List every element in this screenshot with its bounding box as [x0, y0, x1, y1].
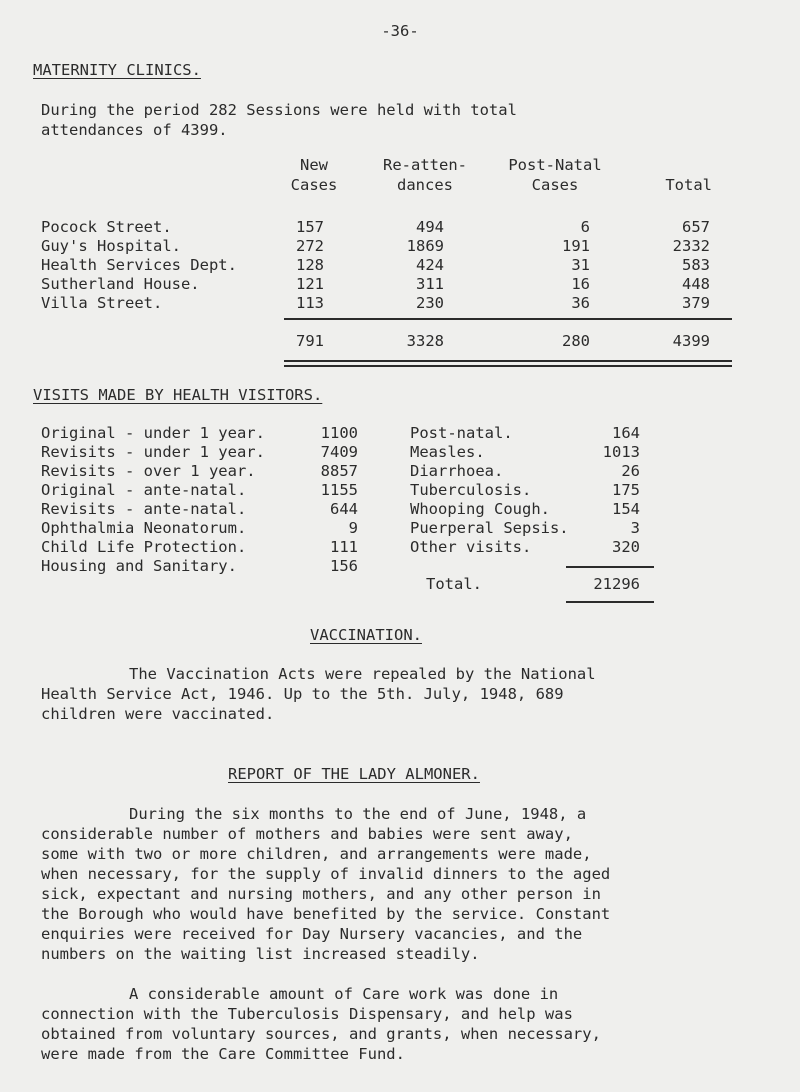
- visit-value: 1155: [320, 481, 358, 499]
- visit-label: Measles.: [410, 443, 485, 461]
- almoner-paragraph-1: During the six months to the end of June, 1948, a considerable number of mothers and babies were sent away, some with two or more children, and arrangements were made, when necessary, for the supply of invalid dinners to the aged sick, expectant and nursing mothers, and any other person in the Borough who would have benefited by the service. Constant enquiries were received for Day Nursery vacancies, and the numbers on the waiting list increased steadily.: [41, 805, 611, 963]
- cell-post: 36: [571, 294, 590, 312]
- visit-value: 8857: [320, 462, 358, 480]
- cell-total: 448: [682, 275, 710, 293]
- cell-post: 191: [562, 237, 590, 255]
- cell-new: 272: [296, 237, 324, 255]
- col-header-reatt-line2: dances: [397, 176, 453, 194]
- cell-reatt: 494: [416, 218, 444, 236]
- visit-label: Revisits - ante-natal.: [41, 500, 247, 518]
- cell-new: 157: [296, 218, 324, 236]
- vaccination-heading: VACCINATION.: [310, 626, 422, 644]
- cell-reatt: 1869: [406, 237, 444, 255]
- visit-label: Tuberculosis.: [410, 481, 532, 499]
- almoner-heading: REPORT OF THE LADY ALMONER.: [228, 765, 480, 783]
- visit-label: Original - under 1 year.: [41, 424, 265, 442]
- cell-total: 379: [682, 294, 710, 312]
- cell-total: 657: [682, 218, 710, 236]
- totals-rule-double-1: [284, 360, 732, 362]
- visits-heading: VISITS MADE BY HEALTH VISITORS.: [33, 386, 323, 404]
- vaccination-text: The Vaccination Acts were repealed by the National Health Service Act, 1946. Up to the 5th. July, 1948, 689 children were vaccinated.: [41, 665, 596, 723]
- visits-total-value: 21296: [593, 575, 640, 593]
- col-header-new-line1: New: [300, 156, 328, 174]
- col-header-post-line1: Post-Natal: [508, 156, 602, 174]
- cell-post: 31: [571, 256, 590, 274]
- total-total: 4399: [672, 332, 710, 350]
- clinic-name: Health Services Dept.: [41, 256, 237, 274]
- totals-rule-top: [284, 318, 732, 320]
- visit-value: 175: [612, 481, 640, 499]
- visit-label: Revisits - over 1 year.: [41, 462, 256, 480]
- visit-value: 111: [330, 538, 358, 556]
- clinic-name: Villa Street.: [41, 294, 163, 312]
- maternity-intro: During the period 282 Sessions were held with total attendances of 4399.: [41, 101, 517, 139]
- cell-post: 16: [571, 275, 590, 293]
- cell-reatt: 230: [416, 294, 444, 312]
- cell-reatt: 424: [416, 256, 444, 274]
- clinic-name: Pocock Street.: [41, 218, 172, 236]
- visit-value: 320: [612, 538, 640, 556]
- visit-label: Ophthalmia Neonatorum.: [41, 519, 247, 537]
- cell-total: 2332: [672, 237, 710, 255]
- visit-value: 1100: [320, 424, 358, 442]
- visits-total-rule-bottom: [566, 601, 654, 603]
- visit-value: 156: [330, 557, 358, 575]
- visit-label: Post-natal.: [410, 424, 513, 442]
- col-header-reatt-line1: Re-atten-: [383, 156, 467, 174]
- total-new: 791: [296, 332, 324, 350]
- visit-value: 7409: [320, 443, 358, 461]
- cell-reatt: 311: [416, 275, 444, 293]
- cell-total: 583: [682, 256, 710, 274]
- page-number: -36-: [381, 22, 419, 40]
- clinic-name: Sutherland House.: [41, 275, 200, 293]
- cell-post: 6: [580, 218, 590, 236]
- visit-value: 164: [612, 424, 640, 442]
- almoner-paragraph-2: A considerable amount of Care work was done in connection with the Tuberculosis Dispensary, and help was obtained from voluntary sources, and grants, when necessary, were made from the Care Committee Fund.: [41, 985, 601, 1063]
- maternity-heading: MATERNITY CLINICS.: [33, 61, 201, 79]
- totals-rule-double-2: [284, 365, 732, 367]
- visits-total-label: Total.: [426, 575, 482, 593]
- visit-label: Original - ante-natal.: [41, 481, 247, 499]
- visit-value: 26: [621, 462, 640, 480]
- visit-label: Child Life Protection.: [41, 538, 247, 556]
- visit-value: 9: [348, 519, 358, 537]
- col-header-total-line2: Total: [665, 176, 712, 194]
- visit-value: 644: [330, 500, 358, 518]
- visit-value: 1013: [602, 443, 640, 461]
- col-header-new-line2: Cases: [290, 176, 338, 194]
- visit-label: Revisits - under 1 year.: [41, 443, 265, 461]
- visit-label: Housing and Sanitary.: [41, 557, 237, 575]
- visit-value: 154: [612, 500, 640, 518]
- visit-label: Other visits.: [410, 538, 532, 556]
- visit-label: Puerperal Sepsis.: [410, 519, 569, 537]
- visit-label: Diarrhoea.: [410, 462, 504, 480]
- visits-total-rule-top: [566, 566, 654, 568]
- cell-new: 113: [296, 294, 324, 312]
- total-reatt: 3328: [406, 332, 444, 350]
- col-header-post-line2: Cases: [531, 176, 579, 194]
- cell-new: 128: [296, 256, 324, 274]
- cell-new: 121: [296, 275, 324, 293]
- total-post: 280: [562, 332, 590, 350]
- visit-label: Whooping Cough.: [410, 500, 550, 518]
- clinic-name: Guy's Hospital.: [41, 237, 181, 255]
- visit-value: 3: [630, 519, 640, 537]
